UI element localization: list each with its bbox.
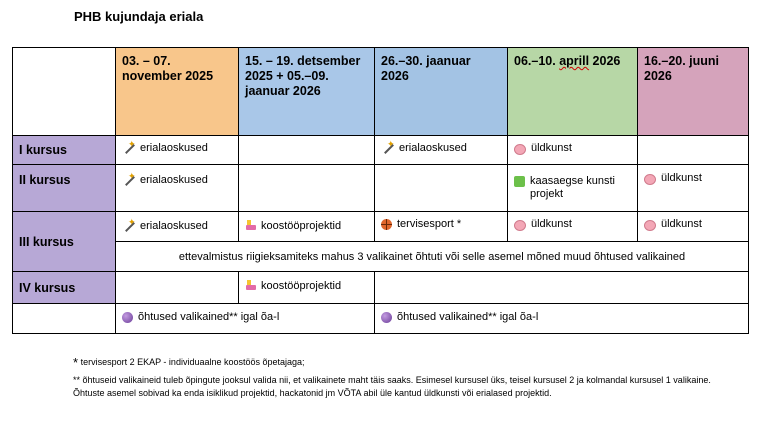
cell <box>638 165 749 212</box>
cell-text: üldkunst <box>531 218 572 230</box>
cell-text: koostööprojektid <box>261 220 342 232</box>
cell <box>239 165 375 212</box>
header-4-month: aprill <box>559 54 590 68</box>
header-cell-3: 26.–30. jaanuar 2026 <box>375 48 508 136</box>
brain-icon <box>514 220 526 231</box>
header-cell-1: 03. – 07. november 2025 <box>116 48 239 136</box>
toy-icon <box>245 280 256 292</box>
header-4-date: 06.–10. <box>514 54 560 68</box>
course-label: II kursus <box>13 165 116 212</box>
cell-text: erialaoskused <box>399 142 467 154</box>
cell <box>375 272 749 304</box>
magic-wand-icon <box>122 220 135 233</box>
planet-icon <box>122 312 133 323</box>
table-row <box>13 304 749 334</box>
cell-text: tervisesport * <box>397 218 462 230</box>
cell <box>508 212 638 242</box>
cell <box>116 165 239 212</box>
footnote-star-text: tervisesport 2 EKAP - individuaalne koostöös õpetajaga; <box>78 357 305 367</box>
magic-wand-icon <box>122 174 135 187</box>
footnote-star <box>73 356 733 369</box>
brain-icon <box>644 220 656 231</box>
exam-prep-cell: ettevalmistus riigieksamiteks mahus 3 valikainet õhtuti või selle asemel mõned muud õhtused valikained <box>116 242 749 272</box>
brain-icon <box>514 144 526 155</box>
cell <box>638 212 749 242</box>
cell <box>375 304 749 334</box>
cell-text: üldkunst <box>661 172 702 184</box>
cell-text: koostööprojektid <box>261 280 342 292</box>
cell <box>116 212 239 242</box>
cell <box>13 304 116 334</box>
cell <box>508 165 638 212</box>
header-4-year: 2026 <box>589 54 621 68</box>
cell-text: kaasaegse kunsti projekt <box>530 175 615 200</box>
cell <box>239 212 375 242</box>
cell-text: õhtused valikained** igal õa-l <box>397 311 539 323</box>
page-title: PHB kujundaja eriala <box>74 9 204 24</box>
cell <box>375 136 508 165</box>
corner-cell <box>13 48 116 136</box>
cell-text: erialaoskused <box>140 174 208 186</box>
header-cell-2: 15. – 19. detsember 2025 + 05.–09. jaanuar 2026 <box>239 48 375 136</box>
cell-text: erialaoskused <box>140 142 208 154</box>
table-row <box>13 242 749 272</box>
course-label: I kursus <box>13 136 116 165</box>
magic-wand-icon <box>381 142 394 155</box>
table-row <box>13 272 749 304</box>
basketball-icon <box>381 219 392 230</box>
cell <box>239 136 375 165</box>
cell <box>116 272 239 304</box>
cell <box>375 212 508 242</box>
footnote-double-star: ** õhtuseid valikaineid tuleb õpingute jooksul valida nii, et valikainete maht täis saaks. Esimesel kursusel üks, teisel kursusel 2 ja kolmandal kursusel 1 valikaine. Õhtuste asemel sobivad ka enda isiklikud projektid, hackatonid jm VÕTA abil üle kantud üldkunsti või erialased projektid. <box>73 375 711 398</box>
toy-icon <box>245 220 256 232</box>
header-row <box>13 48 749 136</box>
cell <box>116 304 375 334</box>
cell <box>116 136 239 165</box>
cell <box>638 136 749 165</box>
cell <box>239 272 375 304</box>
table-row <box>13 212 749 242</box>
table-row <box>13 165 749 212</box>
puzzle-piece-icon <box>514 176 525 187</box>
table-row <box>13 136 749 165</box>
cell-text: erialaoskused <box>140 220 208 232</box>
magic-wand-icon <box>122 142 135 155</box>
header-cell-4 <box>508 48 638 136</box>
schedule-table <box>12 47 749 334</box>
planet-icon <box>381 312 392 323</box>
cell <box>508 136 638 165</box>
brain-icon <box>644 174 656 185</box>
footnote-star-mark: * <box>73 355 79 370</box>
cell <box>375 165 508 212</box>
cell-text: üldkunst <box>661 218 702 230</box>
course-label: III kursus <box>13 212 116 272</box>
cell-text: õhtused valikained** igal õa-l <box>138 311 280 323</box>
cell-text: üldkunst <box>531 142 572 154</box>
course-label: IV kursus <box>13 272 116 304</box>
header-cell-5: 16.–20. juuni 2026 <box>638 48 749 136</box>
